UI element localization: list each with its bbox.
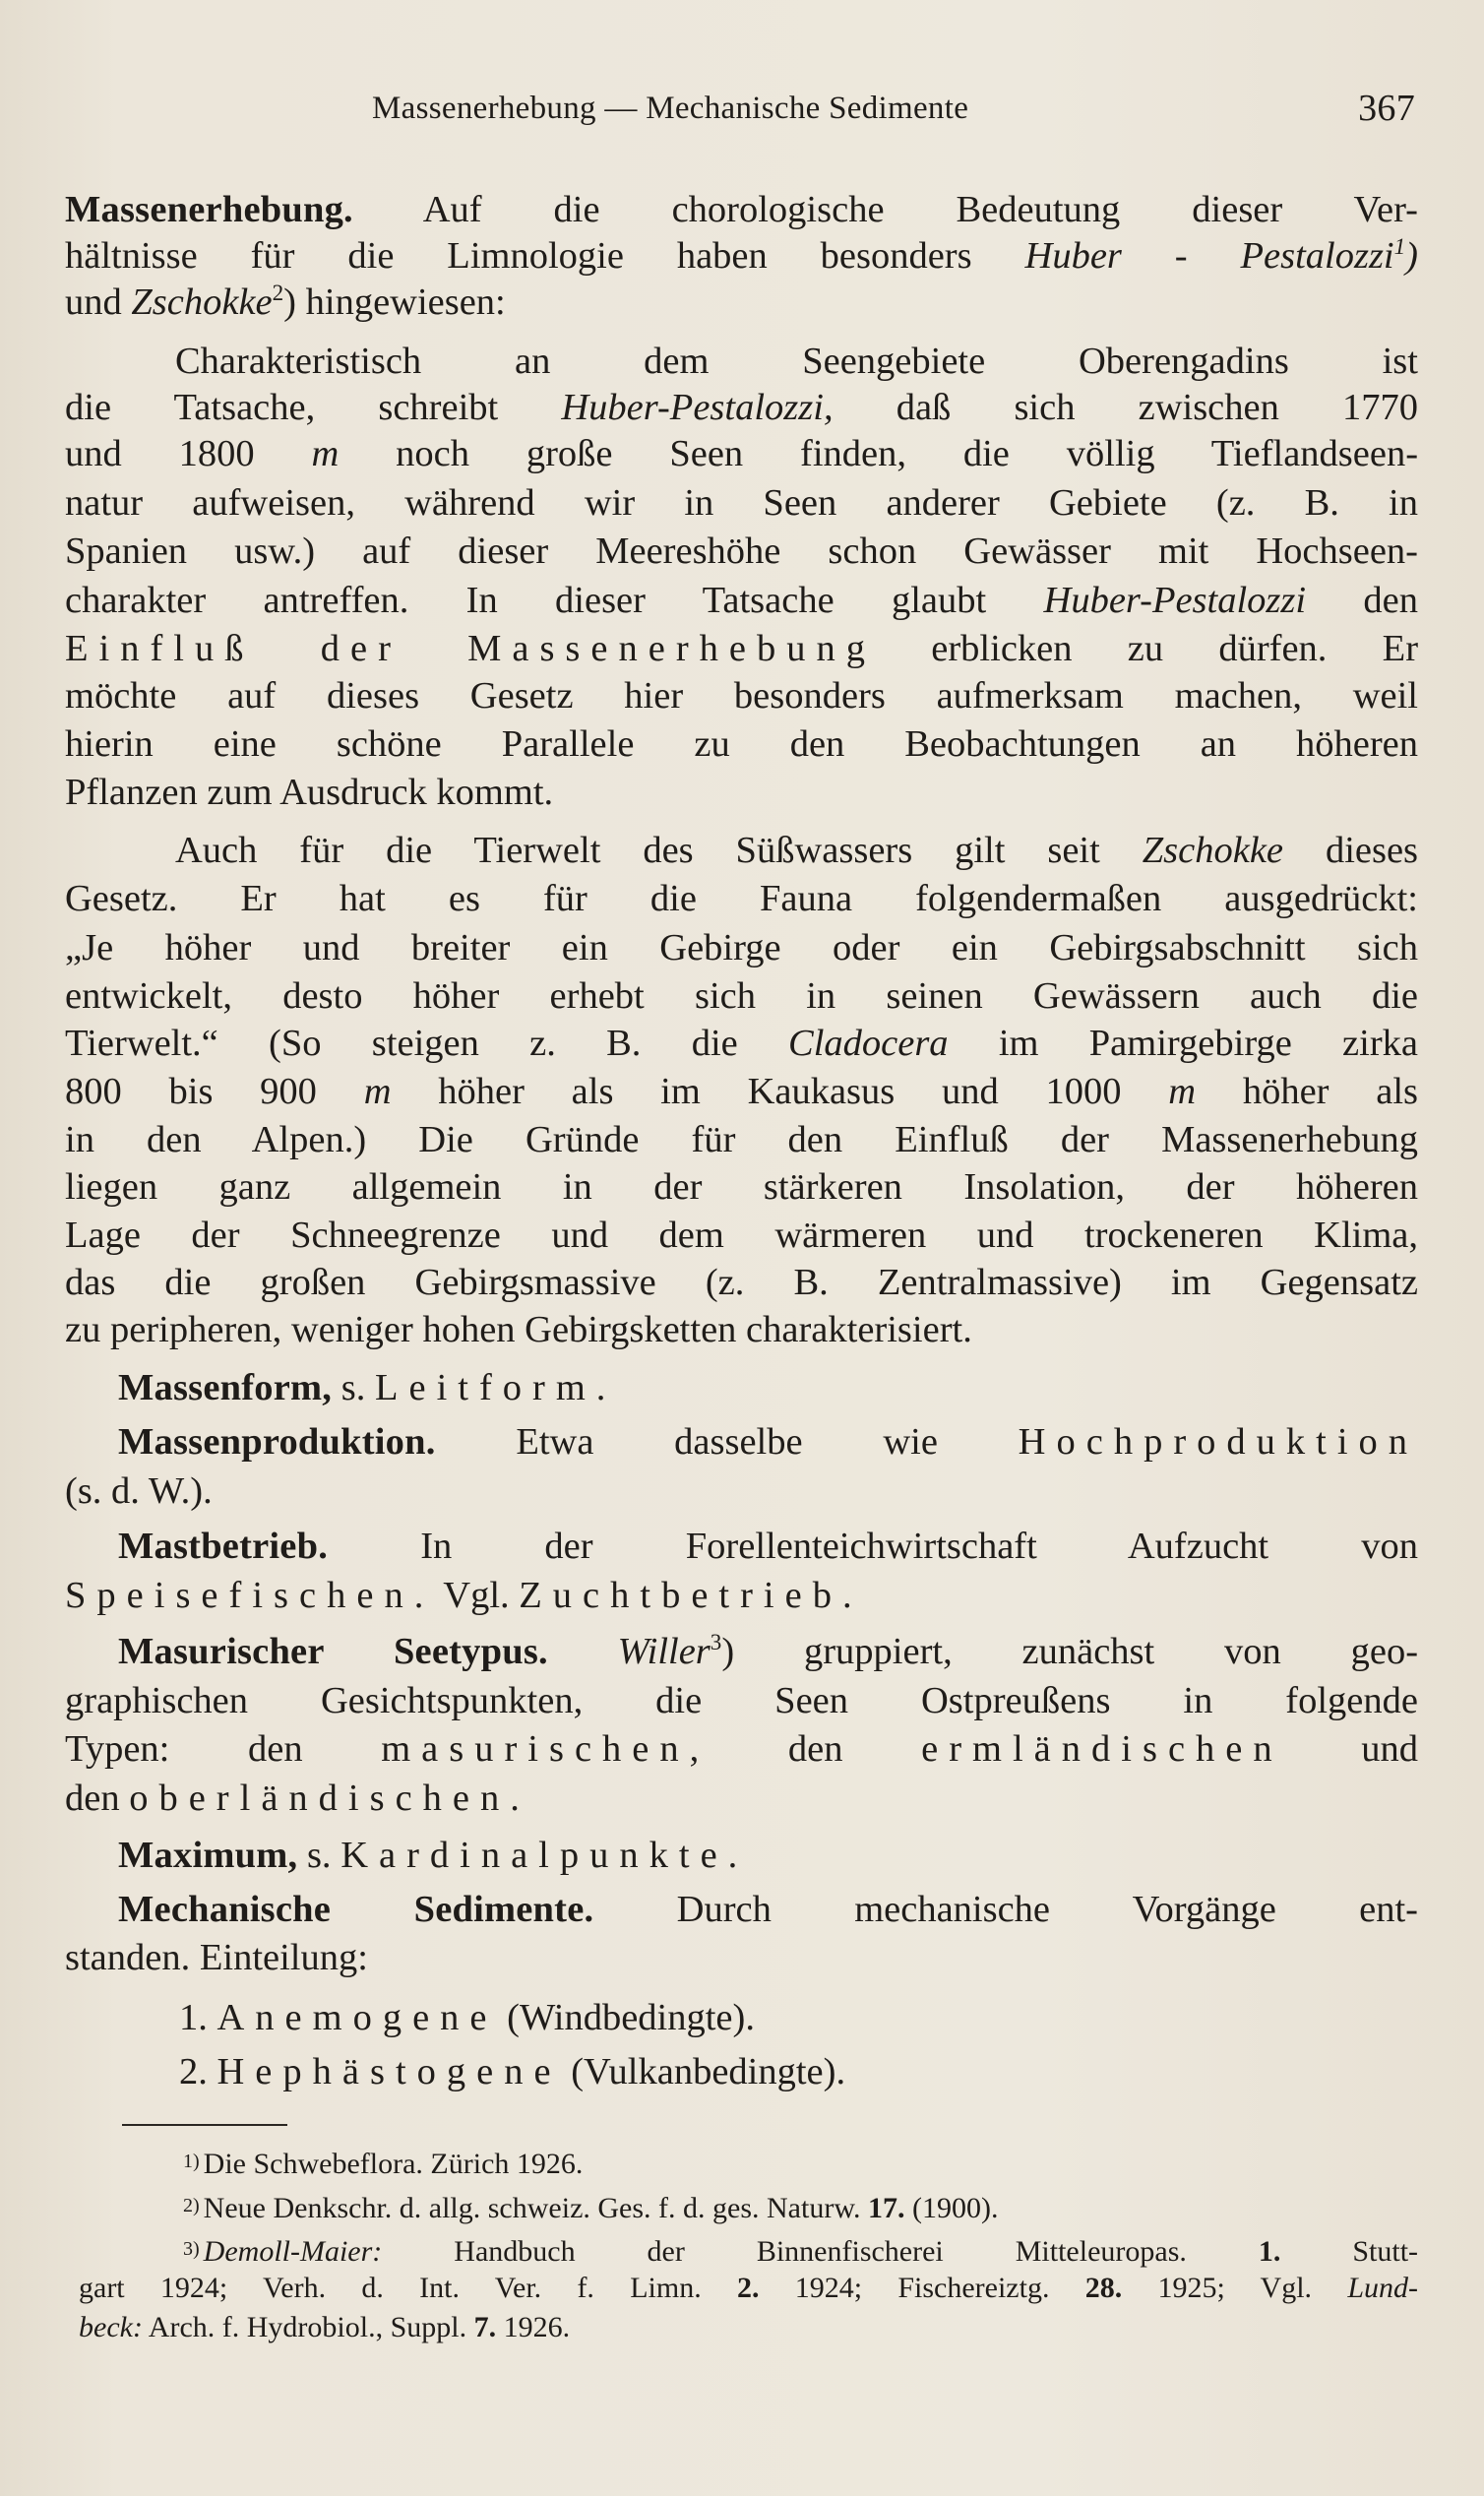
text-line [65, 1573, 1418, 1618]
volume-number: 28. [1084, 2272, 1123, 2304]
text-span: zu peripheren, weniger hohen Gebirgsketten charakterisiert. [65, 1309, 972, 1350]
author-name: Huber-Pestalozzi [1043, 580, 1307, 621]
text-span: und [1361, 1728, 1418, 1770]
text-span: s. [340, 1367, 366, 1408]
entry-headword: Masurischer Seetypus. [118, 1631, 548, 1672]
spaced-term: Kardinalpunkte. [340, 1835, 749, 1876]
text-line [65, 480, 1418, 526]
text-line [65, 1307, 1418, 1352]
spaced-term: oberländischen. [129, 1778, 530, 1819]
text-line [65, 1117, 1418, 1162]
text-span: in den Alpen.) Die Gründe für den Einfluß der Massenerhebung [65, 1119, 1418, 1160]
footnote-ref: 1 [1393, 233, 1406, 260]
text-span: Durch mechanische Vorgänge ent- [676, 1889, 1418, 1930]
footnote-number: 2) [183, 2195, 200, 2216]
footnote [183, 2187, 1418, 2224]
text-line [65, 385, 1418, 430]
spaced-term: Hochproduktion [1018, 1421, 1419, 1463]
text-span: (s. d. W.). [65, 1470, 213, 1512]
text-span: 1924; Fischereiztg. [794, 2272, 1050, 2304]
footnote-ref: 3 [710, 1629, 722, 1655]
text-line [65, 1468, 1418, 1514]
text-span: Vgl. [443, 1575, 510, 1616]
text-span: In der Forellenteichwirtschaft Aufzucht von [420, 1526, 1419, 1567]
text-span: Etwa dasselbe wie [516, 1421, 938, 1463]
text-span: höher als [1242, 1071, 1419, 1112]
text-span: daß sich zwischen 1770 [896, 387, 1418, 428]
footnote-ref: 2 [272, 280, 284, 306]
text-span: höher als im Kaukasus und 1000 [438, 1071, 1122, 1112]
unit: m [311, 433, 340, 474]
text-line [118, 1419, 1418, 1465]
text-line [65, 529, 1418, 574]
text-span: erblicken zu dürfen. Er [931, 628, 1419, 669]
text-line [65, 280, 1418, 325]
text-span: Die Schwebeflora. Zürich 1926. [203, 2148, 584, 2180]
list-item [179, 2049, 1163, 2094]
text-span: hierin eine schöne Parallele zu den Beobachtungen an höheren [65, 723, 1418, 765]
spaced-term: Speisefischen. [65, 1575, 435, 1616]
text-span: ) hingewiesen: [283, 281, 506, 323]
text-line [65, 973, 1418, 1019]
author-name: Zschokke [131, 281, 273, 323]
text-span: s. [306, 1835, 332, 1876]
footnote [183, 2143, 1418, 2180]
entry-headword: Mechanische Sedimente. [118, 1889, 594, 1930]
text-span: Auch für die Tierwelt des Süßwassers gilt seit [175, 830, 1100, 871]
text-line [65, 673, 1418, 718]
text-span: im Pamirgebirge zirka [998, 1023, 1418, 1064]
text-span: Stutt- [1352, 2235, 1419, 2268]
text-span: den [65, 1778, 120, 1819]
volume-number: 2. [736, 2272, 760, 2304]
taxon-name: Cladocera [788, 1023, 949, 1064]
text-line [65, 925, 1418, 970]
text-span: Lage der Schneegrenze und dem wärmeren und trockeneren Klima, [65, 1215, 1418, 1256]
text-line [65, 1260, 1418, 1305]
text-span: Typen: den [65, 1728, 303, 1770]
author-name: beck: [79, 2311, 143, 2343]
text-span: 800 bis 900 [65, 1071, 317, 1112]
text-line [65, 721, 1418, 767]
text-span: 1926. [503, 2311, 571, 2343]
text-span: und 1800 [65, 433, 255, 474]
spaced-term: Einfluß der Massenerhebung [65, 628, 877, 669]
text-line [65, 770, 1418, 815]
footnote-number: 3) [183, 2238, 200, 2260]
text-line [65, 1021, 1418, 1066]
unit: m [1168, 1071, 1197, 1112]
running-header [372, 88, 1415, 140]
entry-headword: Massenproduktion. [118, 1421, 436, 1463]
text-span: Pflanzen zum Ausdruck kommt. [65, 772, 554, 813]
text-span: Auf die chorologische Bedeutung dieser Ver- [422, 189, 1418, 230]
volume-number: 17. [868, 2192, 905, 2224]
unit: m [363, 1071, 392, 1112]
footnote-continuation [79, 2309, 1418, 2346]
page-number: 367 [1358, 88, 1415, 129]
volume-number: 7. [473, 2311, 497, 2343]
text-span: entwickelt, desto höher erhebt sich in seinen Gewässern auch die [65, 975, 1418, 1017]
spaced-term: Anemogene [216, 1997, 498, 2038]
text-span: Neue Denkschr. d. allg. schweiz. Ges. f. d. ges. Naturw. [203, 2192, 861, 2224]
text-line [65, 1935, 1418, 1980]
text-line [65, 1164, 1418, 1210]
text-span: hältnisse für die Limnologie haben besonders [65, 235, 972, 277]
text-line [65, 876, 1418, 921]
text-span: die Tatsache, schreibt [65, 387, 499, 428]
text-span: liegen ganz allgemein in der stärkeren Insolation, der höheren [65, 1166, 1418, 1208]
text-span: gart 1924; Verh. d. Int. Ver. f. Limn. [79, 2272, 702, 2304]
text-line [118, 1365, 1418, 1410]
text-span: ) gruppiert, zunächst von geo- [721, 1631, 1419, 1672]
author-name: Lund- [1347, 2272, 1418, 2304]
text-span: Spanien usw.) auf dieser Meereshöhe schon Gewässer mit Hochseen- [65, 530, 1418, 572]
author-name: Willer [617, 1631, 711, 1672]
spaced-term: Leitform. [374, 1367, 617, 1408]
text-span: (Vulkanbedingte). [571, 2051, 846, 2092]
text-span: Charakteristisch an dem Seengebiete Oberengadins ist [175, 341, 1418, 382]
entry-headword: Massenform, [118, 1367, 333, 1408]
text-line [175, 339, 1418, 384]
text-span: dieses [1325, 830, 1419, 871]
text-line [65, 1726, 1418, 1772]
text-span: das die großen Gebirgsmassive (z. B. Zentralmassive) im Gegensatz [65, 1262, 1418, 1303]
text-span: Gesetz. Er hat es für die Fauna folgendermaßen ausgedrückt: [65, 878, 1418, 919]
text-line [118, 1524, 1418, 1569]
list-item [179, 1995, 1163, 2040]
text-line [118, 1887, 1418, 1932]
text-line [65, 233, 1418, 279]
author-name: Zschokke [1142, 830, 1284, 871]
text-line [65, 1678, 1418, 1723]
text-span: (1900). [912, 2192, 999, 2224]
spaced-term: Hephästogene [216, 2051, 562, 2092]
list-number: 2. [179, 2051, 208, 2092]
text-span: charakter antreffen. In dieser Tatsache glaubt [65, 580, 987, 621]
spaced-term: ermländischen [921, 1728, 1283, 1770]
text-span: Handbuch der Binnenfischerei Mitteleuropas. [454, 2235, 1187, 2268]
footnote-continuation [79, 2270, 1418, 2307]
text-line [65, 1776, 1418, 1821]
author-name: Huber - Pestalozzi$^1$) [1024, 233, 1418, 277]
text-line [118, 1629, 1418, 1674]
text-span: Tierwelt.“ (So steigen z. B. die [65, 1023, 738, 1064]
running-title: Massenerhebung — Mechanische Sedimente [372, 91, 969, 126]
text-line [65, 578, 1418, 623]
text-span: 1925; Vgl. [1157, 2272, 1313, 2304]
entry-headword: Maximum, [118, 1835, 298, 1876]
text-line [118, 1833, 1418, 1878]
list-number: 1. [179, 1997, 208, 2038]
spaced-term: Zuchtbetrieb. [519, 1575, 863, 1616]
footnote [183, 2230, 1418, 2268]
text-span: standen. Einteilung: [65, 1937, 368, 1978]
text-span: „Je höher und breiter ein Gebirge oder ein Gebirgsabschnitt sich [65, 927, 1418, 968]
text-line [65, 431, 1418, 476]
text-span: Arch. f. Hydrobiol., Suppl. [148, 2311, 467, 2343]
text-span: noch große Seen finden, die völlig Tieflandseen- [396, 433, 1419, 474]
entry-headword: Massenerhebung. [65, 189, 353, 230]
text-line [65, 1213, 1418, 1258]
text-span: (Windbedingte). [507, 1997, 755, 2038]
spaced-term: masurischen, [381, 1728, 711, 1770]
text-span: den [1363, 580, 1419, 621]
text-span: den [787, 1728, 843, 1770]
footnote-number: 1) [183, 2151, 200, 2172]
text-line [65, 187, 1418, 232]
text-span: möchte auf dieses Gesetz hier besonders aufmerksam machen, weil [65, 675, 1418, 717]
volume-number: 1. [1258, 2235, 1281, 2268]
author-name: Demoll-Maier: [203, 2235, 383, 2268]
text-line [65, 626, 1418, 671]
text-line [175, 828, 1418, 873]
footnote-rule [122, 2124, 287, 2126]
text-span: graphischen Gesichtspunkten, die Seen Ostpreußens in folgende [65, 1680, 1418, 1721]
author-name: Huber-Pestalozzi, [561, 387, 834, 428]
text-span: natur aufweisen, während wir in Seen anderer Gebiete (z. B. in [65, 482, 1418, 524]
text-line [65, 1069, 1418, 1114]
text-span: und [65, 281, 122, 323]
entry-headword: Mastbetrieb. [118, 1526, 329, 1567]
